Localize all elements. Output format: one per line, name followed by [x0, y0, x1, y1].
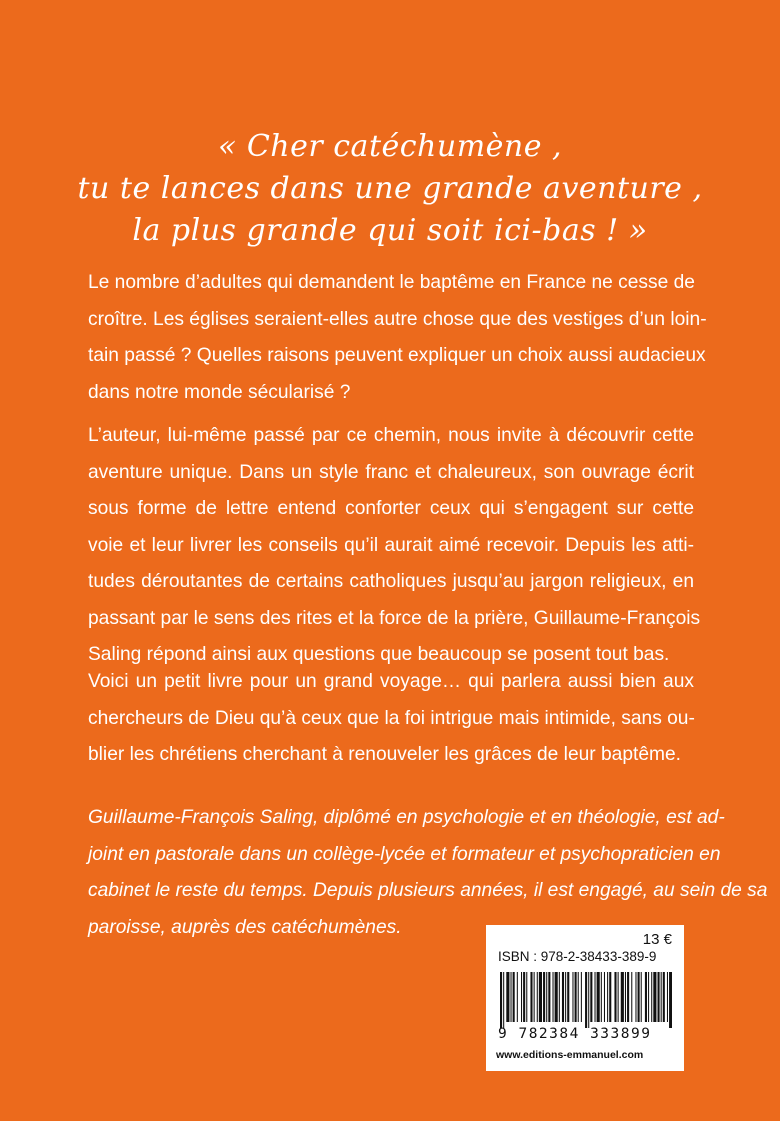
- barcode-bar: [517, 972, 518, 1022]
- text-line: Guillaume-François Saling, diplômé en psychologie et en théologie, est ad-: [88, 807, 725, 828]
- barcode-bar: [555, 972, 558, 1022]
- barcode-bar: [614, 972, 616, 1022]
- text-line: aventure unique. Dans un style franc et chaleureux, son ouvrage écrit: [88, 461, 694, 483]
- barcode-bar: [546, 972, 547, 1022]
- text-line: Le nombre d’adultes qui demandent le baptême en France ne cesse de: [88, 272, 695, 293]
- cover-quote: [60, 126, 720, 252]
- barcode-bar: [567, 972, 569, 1022]
- barcode-bar: [625, 972, 626, 1022]
- text-line: tudes déroutantes de certains catholiques jusqu’au jargon religieux, en: [88, 571, 694, 592]
- quote-line-1: « Cher catéchumène ,: [217, 129, 563, 164]
- barcode-bar: [658, 972, 660, 1022]
- text-line: dans notre monde sécularisé ?: [88, 381, 351, 403]
- paragraph-invitation: [88, 664, 694, 774]
- text-line: croître. Les églises seraient-elles autre chose que des vestiges d’un loin-: [88, 308, 707, 330]
- barcode-bar: [548, 972, 550, 1022]
- barcode-bar: [581, 972, 582, 1022]
- barcode-bar: [638, 972, 640, 1022]
- barcode-bar: [513, 972, 515, 1022]
- barcode-bar: [595, 972, 596, 1022]
- barcode-bar: [534, 972, 535, 1022]
- barcode-bar: [651, 972, 652, 1022]
- text-line: Voici un petit livre pour un grand voyage… qui parlera aussi bien aux: [88, 671, 694, 692]
- barcode-bar: [635, 972, 636, 1022]
- text-line: sous forme de lettre entend conforter ceux qui s’engagent sur cette: [88, 498, 694, 519]
- barcode-bar: [506, 972, 509, 1022]
- barcode-bar: [604, 972, 605, 1022]
- text-line: L’auteur, lui-même passé par ce chemin, nous invite à découvrir cette: [88, 425, 694, 446]
- barcode-bar: [631, 972, 632, 1022]
- barcode-bar: [588, 972, 589, 1028]
- text-line: cabinet le reste du temps. Depuis plusieurs années, il est engagé, au sein de sa: [88, 880, 768, 901]
- barcode-bar: [578, 972, 579, 1022]
- text-line: paroisse, auprès des catéchumènes.: [88, 916, 402, 938]
- barcode-bar: [627, 972, 629, 1022]
- text-line: tain passé ? Quelles raisons peuvent expliquer un choix aussi audacieux: [88, 345, 706, 366]
- publisher-website: www.editions-emmanuel.com: [496, 1049, 644, 1061]
- barcode-bar: [503, 972, 504, 1028]
- text-line: voie et leur livrer les conseils qu’il aurait aimé recevoir. Depuis les atti-: [88, 534, 694, 556]
- barcode-bar: [539, 972, 542, 1022]
- barcode-bar: [537, 972, 538, 1022]
- barcode-bar: [645, 972, 647, 1022]
- barcode-bar: [521, 972, 522, 1022]
- text-line: blier les chrétiens cherchant à renouveler les grâces de leur baptême.: [88, 744, 682, 765]
- barcode-bar: [661, 972, 662, 1022]
- barcode-bar: [609, 972, 611, 1022]
- barcode-bar: [543, 972, 545, 1022]
- isbn-label: ISBN : 978-2-38433-389-9: [498, 949, 657, 964]
- barcode-bar: [553, 972, 554, 1022]
- barcode-bar: [523, 972, 525, 1022]
- barcode-bar: [575, 972, 577, 1022]
- barcode-image: [500, 972, 672, 1028]
- quote-line-3: la plus grande qui soit ici-bas ! »: [132, 213, 648, 248]
- text-line: Saling répond ainsi aux questions que beaucoup se posent tout bas.: [88, 644, 670, 665]
- text-line: passant par le sens des rites et la force de la prière, Guillaume-François: [88, 607, 701, 629]
- quote-line-2: tu te lances dans une grande aventure ,: [77, 171, 703, 206]
- barcode-bar: [597, 972, 600, 1022]
- barcode-bar: [621, 972, 624, 1022]
- barcode-bar: [572, 972, 573, 1022]
- text-line: chercheurs de Dieu qu’à ceux que la foi intrigue mais intimide, sans ou-: [88, 707, 695, 729]
- barcode-bar: [565, 972, 566, 1022]
- barcode-bar: [601, 972, 602, 1022]
- barcode-bar: [653, 972, 656, 1022]
- barcode-bar: [500, 972, 502, 1028]
- barcode-bar: [669, 972, 672, 1028]
- barcode-bar: [511, 972, 512, 1022]
- barcode-bar: [526, 972, 527, 1022]
- barcode-digits: 9 782384 333899: [498, 1026, 652, 1042]
- barcode-bar: [667, 972, 668, 1022]
- barcode-bar: [559, 972, 560, 1022]
- paragraph-intro: [88, 265, 707, 411]
- text-line: joint en pastorale dans un collège-lycée et formateur et psychopraticien en: [88, 843, 721, 865]
- price-label: 13 €: [642, 931, 672, 948]
- barcode-bar: [607, 972, 608, 1022]
- barcode-bar: [585, 972, 587, 1028]
- barcode-bar: [618, 972, 619, 1022]
- barcode-bar: [530, 972, 532, 1022]
- barcode-bar: [562, 972, 564, 1022]
- barcode-bar: [663, 972, 665, 1022]
- barcode-panel: [486, 925, 684, 1071]
- barcode-bar: [648, 972, 649, 1022]
- paragraph-author-journey: [88, 418, 701, 674]
- barcode-bar: [641, 972, 642, 1022]
- barcode-bar: [590, 972, 592, 1022]
